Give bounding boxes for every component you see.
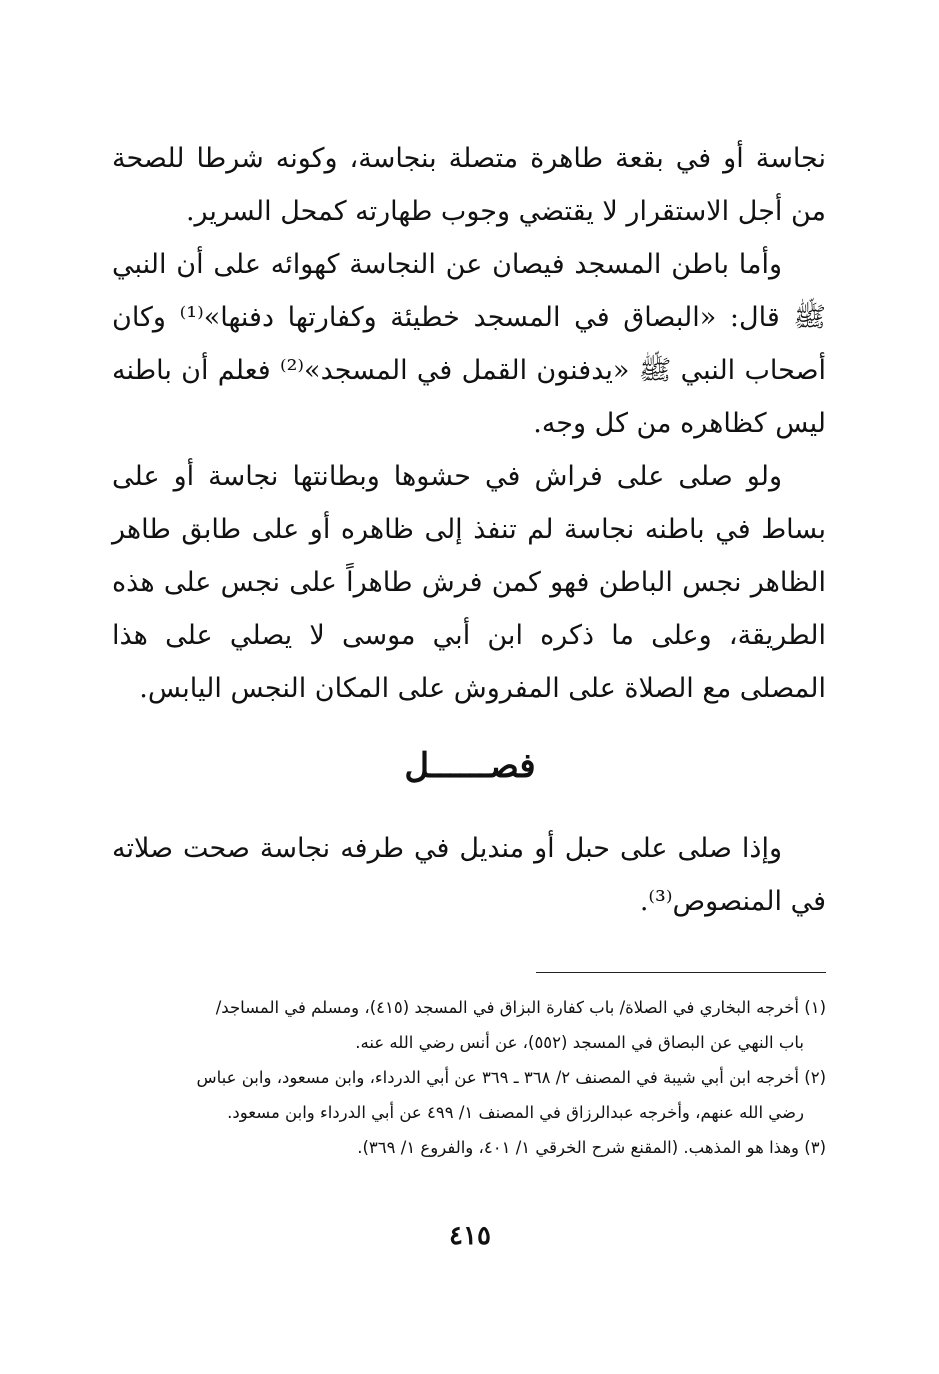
page-number: ٤١٥ bbox=[449, 1221, 491, 1251]
paragraph-1: نجاسة أو في بقعة طاهرة متصلة بنجاسة، وكونه شرطا للصحة من أجل الاستقرار لا يقتضي وجوب طهارته كمحل السرير. bbox=[112, 143, 826, 227]
footnote-1-line-2: باب النهي عن البصاق في المسجد (٥٥٢)، عن أنس رضي الله عنه. bbox=[355, 1033, 804, 1052]
paragraph-2: وأما باطن المسجد فيصان عن النجاسة كهوائه على أن النبي ﷺ قال: «البصاق في المسجد خطيئة وكفارتها دفنها»⁽¹⁾ وكان أصحاب النبي ﷺ «يدفنون القمل في المسجد»⁽²⁾ فعلم أن باطنه ليس كظاهره من كل وجه. bbox=[112, 249, 826, 439]
section-heading: فصــــــل bbox=[404, 746, 536, 786]
paragraph-4: وإذا صلى على حبل أو منديل في طرفه نجاسة صحت صلاته في المنصوص⁽³⁾. bbox=[112, 833, 826, 917]
footnote-separator bbox=[536, 972, 826, 973]
main-text-block bbox=[112, 132, 826, 715]
footnote-3-line-1: (٣) وهذا هو المذهب. (المقنع شرح الخرقي ١/ ٤٠١، والفروع ١/ ٣٦٩). bbox=[357, 1138, 826, 1157]
section-text-block bbox=[112, 822, 826, 928]
footnote-2-line-1: (٢) أخرجه ابن أبي شيبة في المصنف ٢/ ٣٦٨ ـ ٣٦٩ عن أبي الدرداء، وابن مسعود، وابن عباس bbox=[196, 1068, 826, 1087]
footnotes bbox=[112, 990, 826, 1165]
footnote-1-line-1: (١) أخرجه البخاري في الصلاة/ باب كفارة البزاق في المسجد (٤١٥)، ومسلم في المساجد/ bbox=[215, 998, 826, 1017]
paragraph-3: ولو صلى على فراش في حشوها وبطانتها نجاسة أو على بساط في باطنه نجاسة لم تنفذ إلى ظاهره أو على طابق طاهر الظاهر نجس الباطن فهو كمن فرش طاهراً على نجس على هذه الطريقة، وعلى ما ذكره ابن أبي موسى لا يصلي على هذا المصلى مع الصلاة على المفروش على المكان النجس اليابس. bbox=[112, 461, 826, 704]
footnote-2-line-2: رضي الله عنهم، وأخرجه عبدالرزاق في المصنف ١/ ٤٩٩ عن أبي الدرداء وابن مسعود. bbox=[227, 1103, 804, 1122]
